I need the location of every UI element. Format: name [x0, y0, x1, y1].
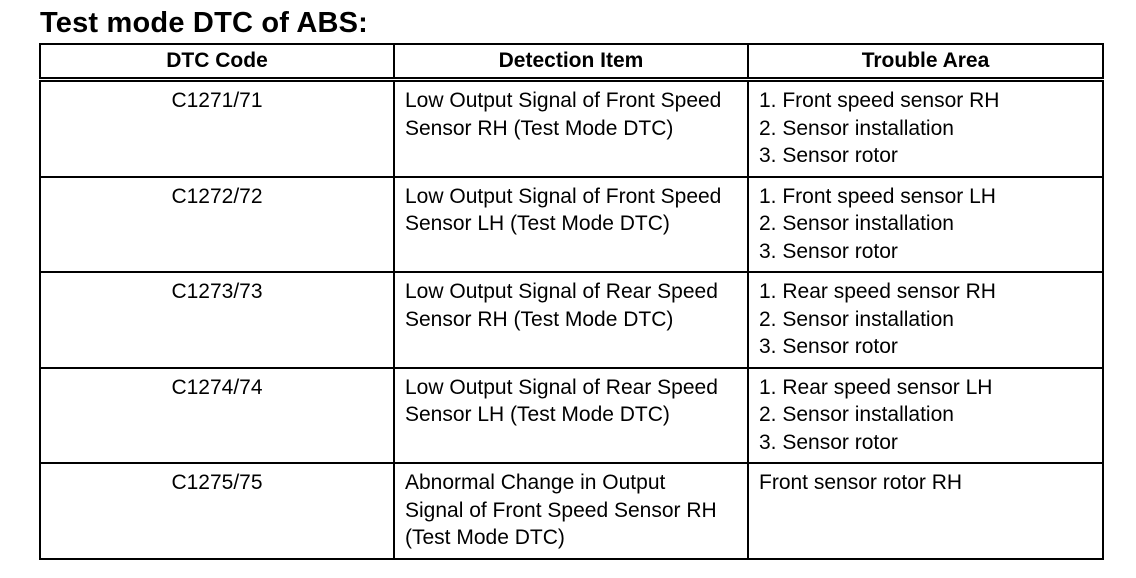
- dtc-table: [39, 43, 1104, 560]
- trouble-area-cell: [748, 272, 1103, 368]
- trouble-line: 3. Sensor rotor: [759, 239, 898, 263]
- dtc-code-cell: C1274/74: [40, 368, 394, 464]
- trouble-line: 3. Sensor rotor: [759, 430, 898, 454]
- trouble-line: 3. Sensor rotor: [759, 144, 898, 167]
- detection-item-cell: [394, 80, 748, 177]
- detection-item-cell: [394, 368, 748, 464]
- trouble-line: 2. Sensor installation: [759, 212, 954, 235]
- trouble-line: 2. Sensor installation: [759, 307, 954, 331]
- table-row: [40, 272, 1103, 368]
- table-row: [40, 177, 1103, 273]
- dtc-code-cell: C1271/71: [40, 80, 394, 177]
- dtc-code-cell: C1275/75: [40, 463, 394, 559]
- detection-line: Low Output Signal of Front Speed: [405, 184, 722, 208]
- trouble-line: 3. Sensor rotor: [759, 335, 898, 358]
- trouble-line: 2. Sensor installation: [759, 116, 954, 140]
- detection-line: Abnormal Change in Output: [405, 471, 666, 494]
- table-row: [40, 80, 1103, 177]
- dtc-code-cell: C1273/73: [40, 272, 394, 368]
- detection-item-cell: [394, 272, 748, 368]
- table-row: [40, 463, 1103, 559]
- detection-line: Low Output Signal of Rear Speed: [405, 375, 718, 399]
- column-header-dtc-code: DTC Code: [40, 44, 394, 80]
- trouble-line: Front sensor rotor RH: [759, 471, 963, 494]
- column-header-detection-item: Detection Item: [394, 44, 748, 80]
- trouble-line: 2. Sensor installation: [759, 403, 954, 426]
- detection-line: (Test Mode DTC): [405, 526, 565, 549]
- page-title: Test mode DTC of ABS:: [40, 7, 369, 39]
- detection-line: Low Output Signal of Rear Speed: [405, 280, 718, 303]
- detection-line: Sensor RH (Test Mode DTC): [405, 307, 674, 331]
- trouble-area-cell: [748, 368, 1103, 464]
- detection-line: Sensor LH (Test Mode DTC): [405, 212, 670, 235]
- table-row: [40, 368, 1103, 464]
- dtc-code-cell: C1272/72: [40, 177, 394, 273]
- table-header-row: [40, 44, 1103, 80]
- trouble-line: 1. Rear speed sensor LH: [759, 375, 993, 399]
- detection-line: Sensor LH (Test Mode DTC): [405, 403, 670, 426]
- trouble-line: 1. Rear speed sensor RH: [759, 280, 996, 303]
- detection-item-cell: [394, 463, 748, 559]
- trouble-line: 1. Front speed sensor RH: [759, 89, 1000, 112]
- detection-item-cell: [394, 177, 748, 273]
- trouble-area-cell: [748, 177, 1103, 273]
- detection-line: Sensor RH (Test Mode DTC): [405, 116, 674, 140]
- detection-line: Low Output Signal of Front Speed: [405, 89, 722, 112]
- trouble-area-cell: [748, 80, 1103, 177]
- column-header-trouble-area: Trouble Area: [748, 44, 1103, 80]
- trouble-line: 1. Front speed sensor LH: [759, 184, 996, 208]
- detection-line: Signal of Front Speed Sensor RH: [405, 498, 717, 522]
- trouble-area-cell: [748, 463, 1103, 559]
